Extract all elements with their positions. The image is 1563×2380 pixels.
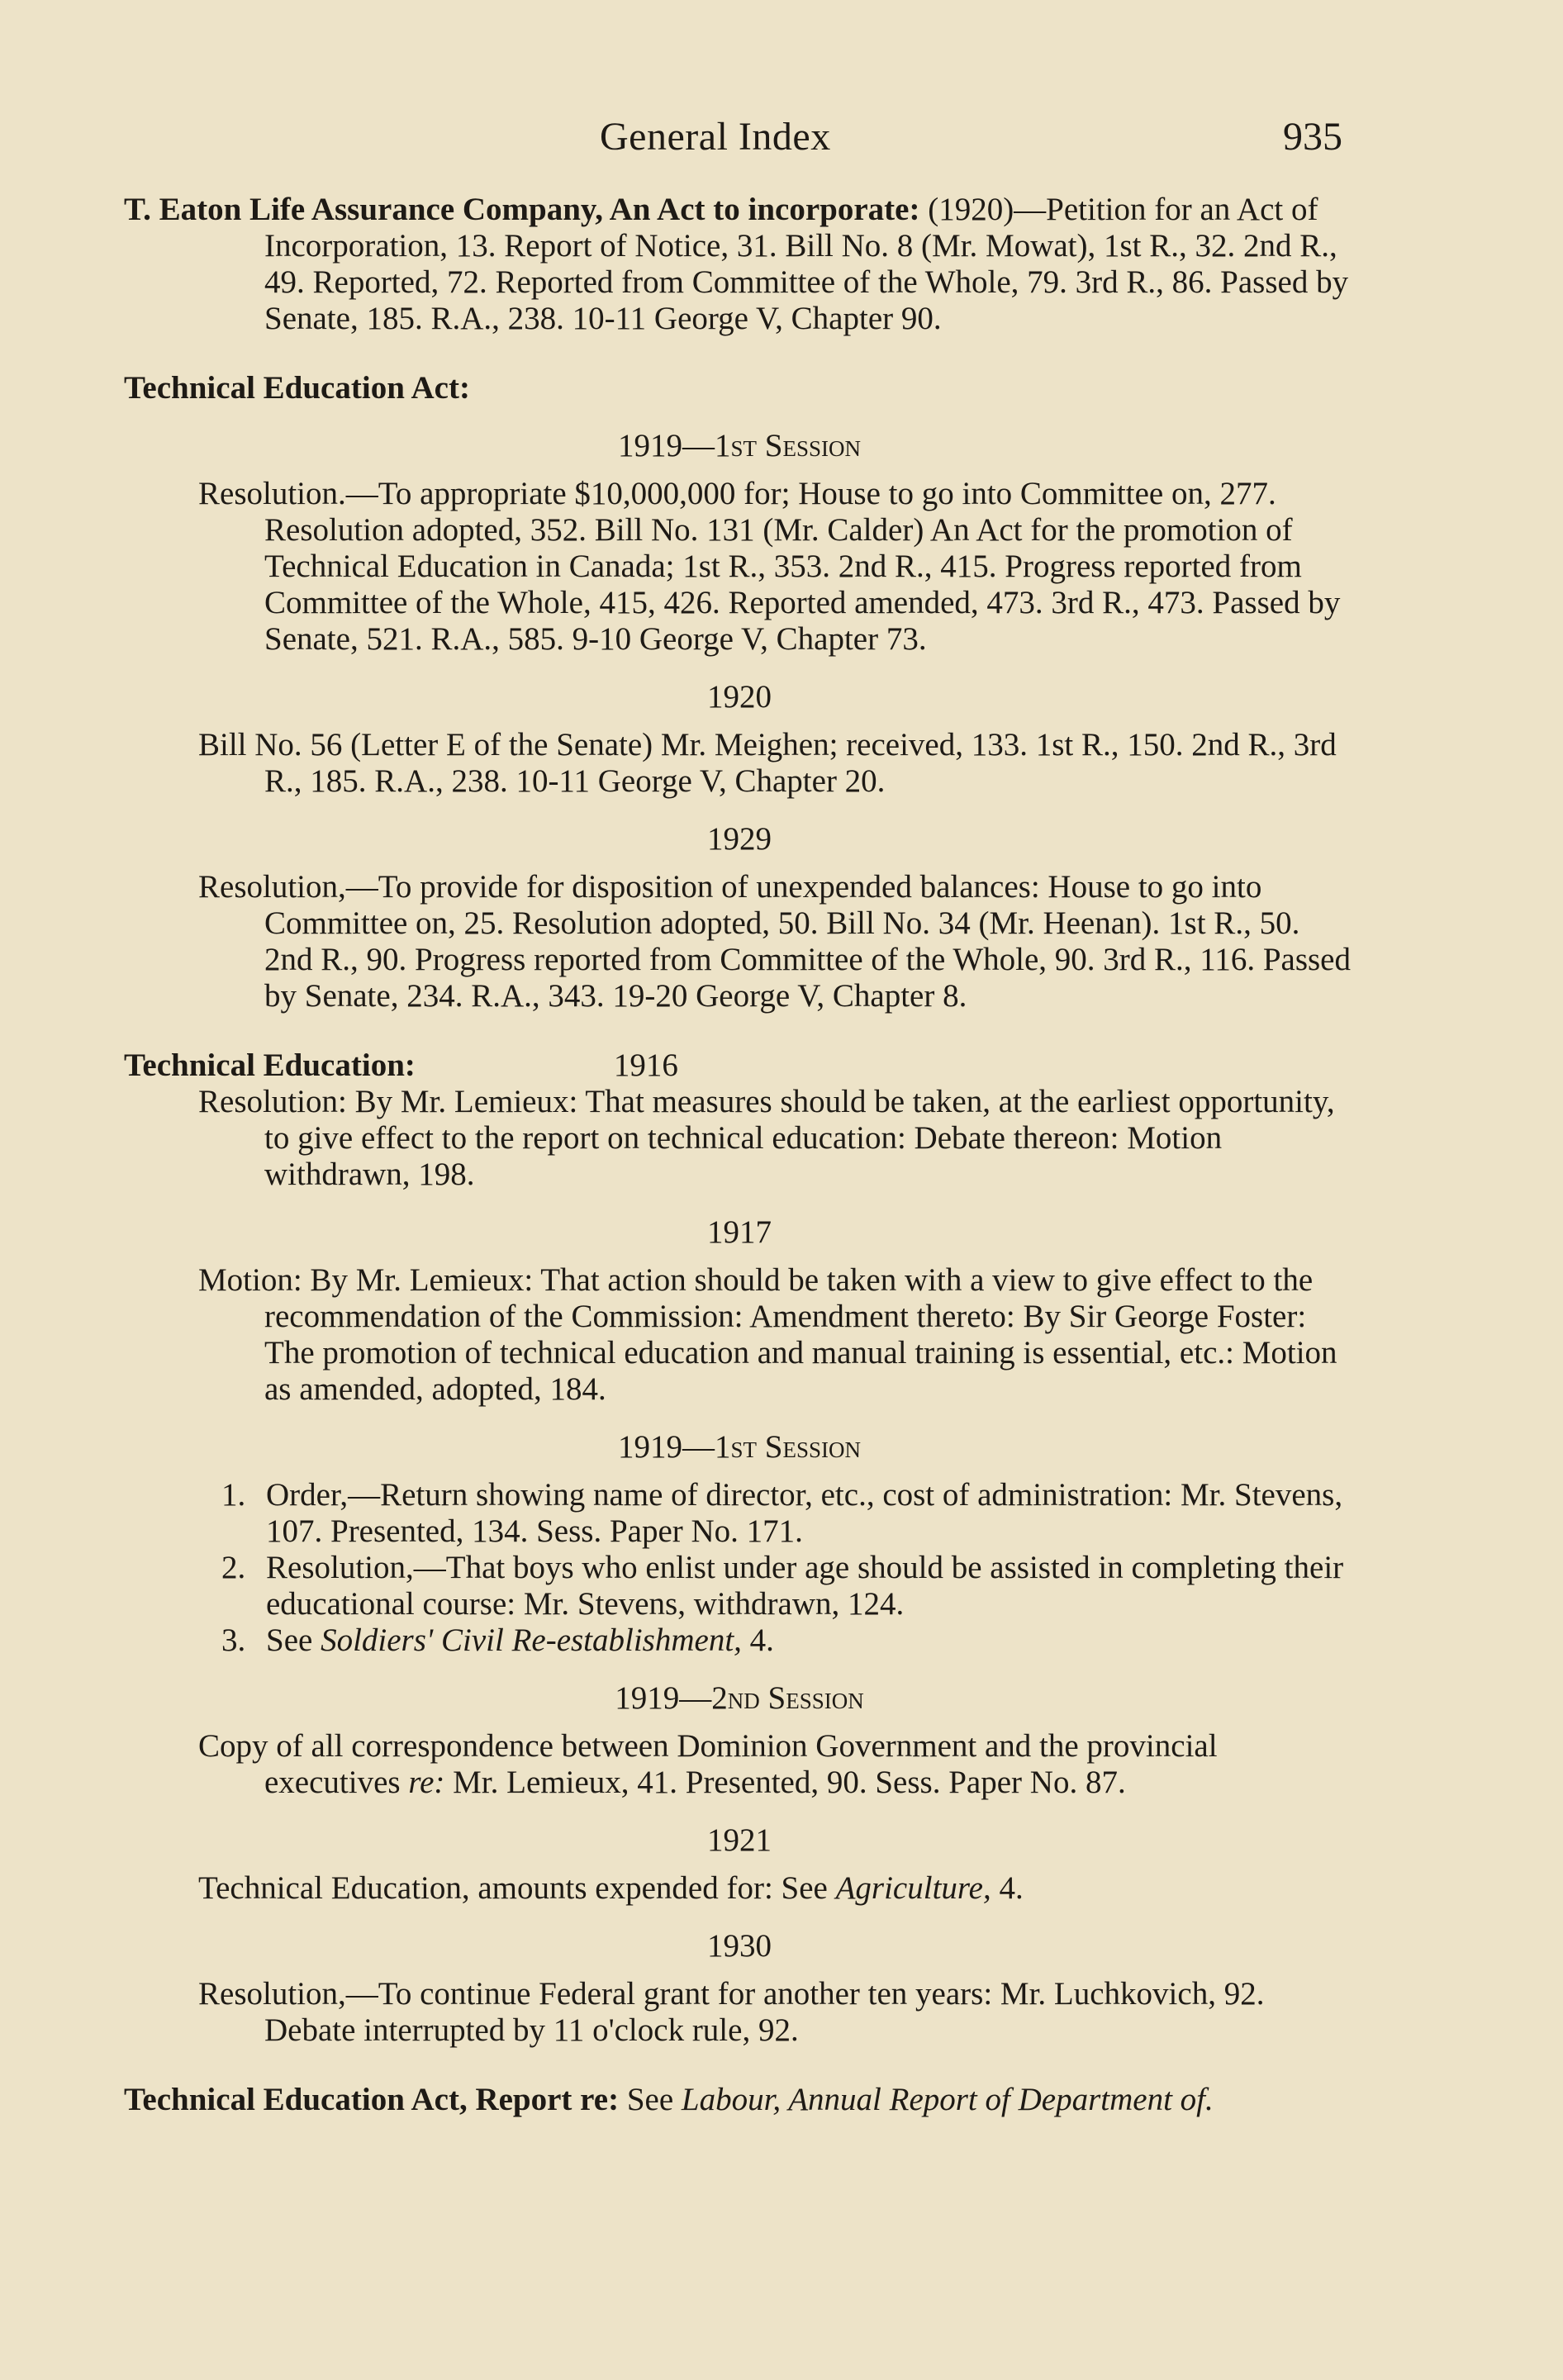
entry-text: Resolution: By Mr. Lemieux: That measures should be taken, at the earliest opportunity, to give effect to the report on technical education: Debate thereon: Motion withdrawn, 198. <box>198 1084 1335 1192</box>
year-heading: 1920 <box>707 679 772 715</box>
cross-reference: Labour, Annual Report of Department of. <box>681 2082 1214 2117</box>
entry-text: (1920)—Petition for an Act of Incorporation, 13. Report of Notice, 31. Bill No. 8 (Mr. Mowat), 1st R., 32. 2nd R., 49. Reported, 72. Reported from Committee of the Whole, 79. 3rd R., 86. Passed by Senate, 185. R.A., 238. 10-11 George V, Chapter 90. <box>264 192 1349 336</box>
list-item <box>203 1550 1355 1622</box>
entry-text <box>198 1870 1355 1907</box>
cross-reference: Agriculture, <box>835 1870 991 1906</box>
numbered-list <box>203 1477 1355 1659</box>
text-italic: re: <box>408 1765 445 1800</box>
entry-text: Resolution.—To appropriate $10,000,000 for; House to go into Committee on, 277. Resolution adopted, 352. Bill No. 131 (Mr. Calder) An Act for the promotion of Technical Education in Canada; 1st R., 353. 2nd R., 415. Progress reported from Committee of the Whole, 415, 426. Reported amended, 473. 3rd R., 473. Passed by Senate, 521. R.A., 585. 9-10 George V, Chapter 73. <box>198 476 1341 657</box>
entry-text: Resolution,—To continue Federal grant for another ten years: Mr. Luchkovich, 92. Debate interrupted by 11 o'clock rule, 92. <box>198 1976 1265 2048</box>
entry-text: Motion: By Mr. Lemieux: That action should be taken with a view to give effect to the recommendation of the Commission: Amendment thereto: By Sir George Foster: The promotion of technical education and manual training is essential, etc.: Motion as amended, adopted, 184. <box>198 1262 1337 1407</box>
index-entry <box>124 2082 1355 2118</box>
text-part: Mr. Lemieux, 41. Presented, 90. Sess. Paper No. 87. <box>453 1765 1126 1800</box>
text-part: Copy of all correspondence between Dominion Government and the provincial executives <box>198 1728 1218 1800</box>
entry-heading-row <box>124 1047 1355 1084</box>
item-prefix: See <box>266 1622 313 1658</box>
list-item <box>203 1622 1355 1659</box>
entry-heading: Technical Education Act, Report re: <box>124 2082 620 2117</box>
item-number: 1. <box>221 1477 246 1513</box>
index-entry <box>124 192 1355 337</box>
entry-prefix: See <box>626 2082 674 2117</box>
year-heading: 1917 <box>707 1214 772 1250</box>
item-number: 3. <box>221 1622 246 1658</box>
year-heading: 1919—2nd Session <box>615 1680 864 1716</box>
year-heading: 1916 <box>613 1047 678 1083</box>
year-heading: 1919—1st Session <box>618 1429 861 1465</box>
entry-text: Bill No. 56 (Letter E of the Senate) Mr. Meighen; received, 133. 1st R., 150. 2nd R., 3rd R., 185. R.A., 238. 10-11 George V, Chapter 20. <box>198 727 1337 799</box>
text-part: 4. <box>999 1870 1024 1906</box>
page-header <box>0 114 1563 164</box>
index-entry <box>124 370 1355 1014</box>
item-number: 2. <box>221 1550 246 1585</box>
page-number: 935 <box>1283 115 1342 159</box>
entry-heading: Technical Education: <box>124 1047 416 1083</box>
year-heading: 1930 <box>707 1928 772 1964</box>
index-entry <box>124 1047 1355 2049</box>
year-heading: 1929 <box>707 821 772 857</box>
list-item <box>203 1477 1355 1550</box>
text-part: Technical Education, amounts expended for: See <box>198 1870 828 1906</box>
item-text: Order,—Return showing name of director, etc., cost of administration: Mr. Stevens, 107. Presented, 134. Sess. Paper No. 171. <box>266 1477 1343 1549</box>
item-text: Resolution,—That boys who enlist under age should be assisted in completing their educational course: Mr. Stevens, withdrawn, 124. <box>266 1550 1344 1622</box>
entry-heading: Technical Education Act: <box>124 370 470 406</box>
item-suffix: 4. <box>749 1622 774 1658</box>
index-content <box>124 192 1355 2151</box>
entry-paragraph <box>124 2082 1355 2118</box>
year-heading: 1919—1st Session <box>618 428 861 463</box>
entry-text <box>198 1728 1355 1801</box>
entry-paragraph <box>124 192 1355 337</box>
entry-heading: T. Eaton Life Assurance Company, An Act to incorporate: <box>124 192 920 227</box>
year-heading: 1921 <box>707 1822 772 1858</box>
running-title: General Index <box>600 115 831 159</box>
entry-text: Resolution,—To provide for disposition of unexpended balances: House to go into Committee on, 25. Resolution adopted, 50. Bill No. 34 (Mr. Heenan). 1st R., 50. 2nd R., 90. Progress reported from Committee of the Whole, 90. 3rd R., 116. Passed by Senate, 234. R.A., 343. 19-20 George V, Chapter 8. <box>198 869 1351 1014</box>
cross-reference: Soldiers' Civil Re-establishment, <box>321 1622 742 1658</box>
